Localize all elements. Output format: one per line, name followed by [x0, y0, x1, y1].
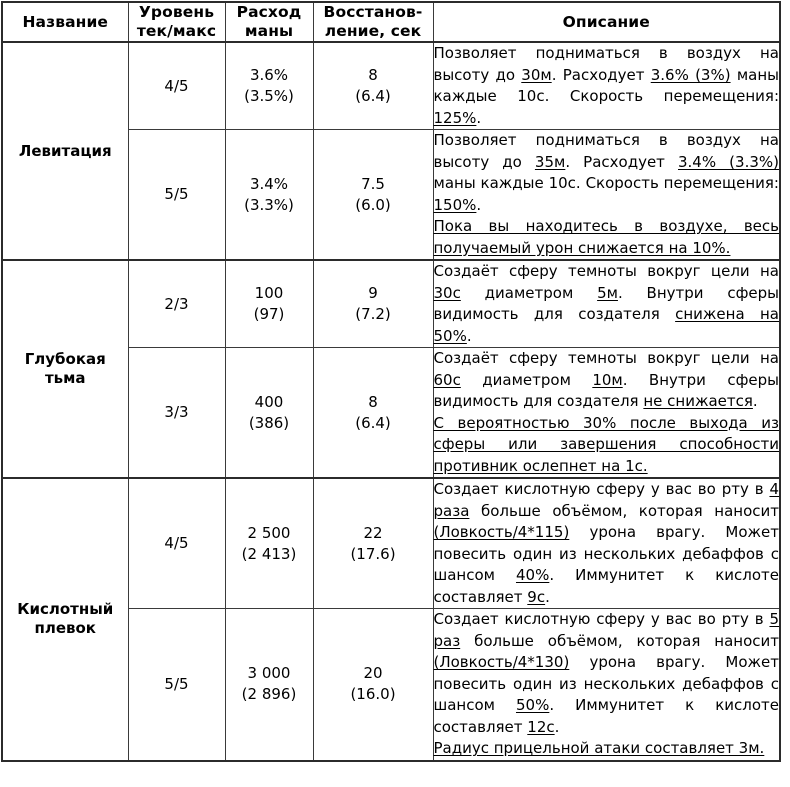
- highlighted-value: 5 раз: [433, 610, 779, 650]
- skill-mana-cell-sub: (2 413): [241, 544, 297, 563]
- description-text: Пока вы находитесь в воздухе, весь получаемый урон снижается на 10%.: [433, 217, 779, 257]
- column-header-level: [128, 2, 225, 42]
- skill-cooldown-cell-sub: (17.6): [350, 544, 396, 563]
- description-text: урона врагу. Может повесить один из нескольких дебаффов с шансом: [433, 523, 779, 584]
- skill-mana-cell-main: 3.4%: [249, 174, 289, 193]
- header-row: [2, 2, 780, 42]
- highlighted-value: 35м: [534, 152, 566, 171]
- description-text: Создает кислотную сферу у вас во рту в: [433, 610, 770, 628]
- skill-cooldown-cell-main: 8: [368, 66, 378, 84]
- skill-mana-cell-main: 3.6%: [249, 66, 289, 84]
- skill-mana-cell: [225, 42, 313, 130]
- column-header-mana-line2: маны: [244, 22, 294, 40]
- skill-description-cell: [433, 260, 780, 348]
- description-text: С вероятностью 30% после выхода из сферы или завершения способности противник ослепнет на 1с.: [433, 413, 779, 475]
- column-header-cooldown-line1: Восстанов-: [323, 3, 423, 21]
- highlighted-value: 30с: [433, 283, 461, 302]
- description-paragraph: [434, 43, 780, 129]
- column-header-level-line2: тек/макс: [136, 22, 217, 40]
- skill-level-cell: 3/3: [128, 348, 225, 479]
- description-text: .: [476, 195, 482, 214]
- skills-table: [1, 1, 781, 762]
- description-paragraph: [434, 216, 780, 259]
- description-text: Создаёт сферу темноты вокруг цели на: [433, 349, 779, 367]
- column-header-name: Название: [2, 2, 128, 42]
- skill-cooldown-cell-sub: (16.0): [350, 685, 396, 704]
- column-header-mana-line1: Расход: [236, 3, 302, 21]
- skill-name-cell: Глубокая тьма: [2, 260, 128, 478]
- skill-mana-cell: [225, 609, 313, 761]
- skill-mana-cell: [225, 130, 313, 261]
- description-text: больше объёмом, которая наносит: [460, 631, 779, 650]
- highlighted-value: (Ловкость/4*130): [433, 653, 570, 671]
- highlighted-value: снижена на 50%: [433, 305, 780, 345]
- skill-cooldown-cell-sub: (6.0): [355, 195, 391, 214]
- highlighted-value: 50%: [515, 696, 550, 714]
- skill-cooldown-cell: [313, 260, 433, 348]
- skill-description-cell: [433, 130, 780, 261]
- description-text: Позволяет подниматься в воздух на высоту до: [433, 44, 779, 84]
- skill-level-cell: 4/5: [128, 478, 225, 609]
- description-text: . Внутри сферы видимость для создателя: [433, 283, 779, 323]
- skill-mana-cell-sub: (2 896): [241, 685, 297, 704]
- skill-cooldown-cell-main: 22: [363, 523, 383, 542]
- description-text: .: [476, 108, 482, 127]
- column-header-level-line1: Уровень: [138, 3, 215, 21]
- highlighted-value: 10м: [592, 370, 623, 389]
- skill-description-cell: [433, 478, 780, 609]
- column-header-description: Описание: [433, 2, 780, 42]
- description-paragraph: [434, 413, 780, 478]
- skill-cooldown-cell: [313, 130, 433, 261]
- description-paragraph: [434, 130, 780, 216]
- table-row: [2, 260, 780, 348]
- skill-name-cell: Левитация: [2, 42, 128, 260]
- skill-description-cell: [433, 348, 780, 479]
- table-body: [2, 42, 780, 761]
- highlighted-value: 30м: [521, 65, 552, 84]
- skill-cooldown-cell-main: 8: [368, 392, 378, 411]
- description-text: маны каждые 10с. Скорость перемещения:: [433, 65, 779, 105]
- description-paragraph: [434, 738, 780, 760]
- description-text: диаметром: [460, 370, 593, 389]
- skill-cooldown-cell: [313, 478, 433, 609]
- description-text: Создает кислотную сферу у вас во рту в: [433, 480, 770, 498]
- highlighted-value: 150%: [433, 195, 477, 214]
- skill-cooldown-cell-sub: (6.4): [355, 413, 391, 432]
- skill-mana-cell: [225, 348, 313, 479]
- highlighted-value: не снижается: [643, 392, 753, 410]
- highlighted-value: 40%: [515, 566, 550, 584]
- table-row: [2, 478, 780, 609]
- description-text: . Внутри сферы видимость для создателя: [433, 370, 779, 410]
- skill-cooldown-cell-sub: (6.4): [355, 87, 391, 105]
- skill-mana-cell-main: 400: [254, 392, 284, 411]
- skill-mana-cell-main: 3 000: [247, 664, 291, 683]
- skill-mana-cell: [225, 478, 313, 609]
- skill-mana-cell-main: 2 500: [247, 523, 291, 542]
- column-header-mana: [225, 2, 313, 42]
- table-header: [2, 2, 780, 42]
- description-text: . Расходует: [551, 65, 651, 84]
- description-text: Позволяет подниматься в воздух на высоту до: [433, 131, 779, 171]
- skill-mana-cell-sub: (97): [253, 305, 285, 323]
- skill-description-cell: [433, 42, 780, 130]
- skill-mana-cell-sub: (3.3%): [244, 195, 294, 214]
- highlighted-value: 125%: [433, 108, 477, 127]
- description-text: Создаёт сферу темноты вокруг цели на: [433, 262, 779, 280]
- description-text: больше объёмом, которая наносит: [469, 501, 779, 520]
- highlighted-value: 9с: [527, 587, 546, 606]
- description-text: .: [752, 392, 758, 410]
- table-row: [2, 42, 780, 130]
- description-text: .: [466, 326, 472, 345]
- skill-description-cell: [433, 609, 780, 761]
- highlighted-value: 5м: [597, 283, 618, 302]
- description-text: Радиус прицельной атаки составляет 3м.: [433, 739, 765, 757]
- skill-cooldown-cell-main: 7.5: [361, 174, 385, 193]
- skill-mana-cell-main: 100: [254, 284, 284, 302]
- column-header-cooldown-line2: ление, сек: [324, 22, 422, 40]
- description-text: . Иммунитет к кислоте составляет: [433, 566, 779, 606]
- highlighted-value: 3.4% (3.3%): [678, 152, 779, 171]
- highlighted-value: (Ловкость/4*115): [433, 523, 570, 541]
- description-text: .: [545, 587, 550, 606]
- skill-cooldown-cell: [313, 609, 433, 761]
- column-header-cooldown: [313, 2, 433, 42]
- skill-level-cell: 5/5: [128, 130, 225, 261]
- description-text: маны каждые 10с. Скорость перемещения:: [433, 174, 779, 192]
- description-text: урона врагу. Может повесить один из нескольких дебаффов с шансом: [433, 653, 779, 714]
- skill-cooldown-cell: [313, 348, 433, 479]
- skill-cooldown-cell-main: 9: [368, 284, 378, 302]
- highlighted-value: 3.6% (3%): [650, 65, 731, 84]
- description-paragraph: [434, 348, 780, 413]
- skill-cooldown-cell: [313, 42, 433, 130]
- skill-cooldown-cell-main: 20: [363, 664, 383, 683]
- highlighted-value: 60с: [433, 370, 461, 389]
- skill-mana-cell-sub: (386): [248, 413, 290, 432]
- description-text: .: [554, 717, 560, 736]
- highlighted-value: 4 раза: [433, 480, 779, 520]
- skill-level-cell: 2/3: [128, 260, 225, 348]
- description-text: диаметром: [460, 283, 598, 302]
- description-text: . Иммунитет к кислоте составляет: [433, 696, 779, 736]
- description-text: . Расходует: [565, 152, 678, 171]
- description-paragraph: [434, 261, 780, 347]
- highlighted-value: 12с: [527, 717, 555, 736]
- description-paragraph: [434, 479, 780, 608]
- skill-level-cell: 4/5: [128, 42, 225, 130]
- description-paragraph: [434, 609, 780, 738]
- skill-cooldown-cell-sub: (7.2): [355, 305, 391, 323]
- skill-mana-cell-sub: (3.5%): [244, 87, 294, 105]
- skill-name-cell: Кислотный плевок: [2, 478, 128, 761]
- skill-level-cell: 5/5: [128, 609, 225, 761]
- skill-mana-cell: [225, 260, 313, 348]
